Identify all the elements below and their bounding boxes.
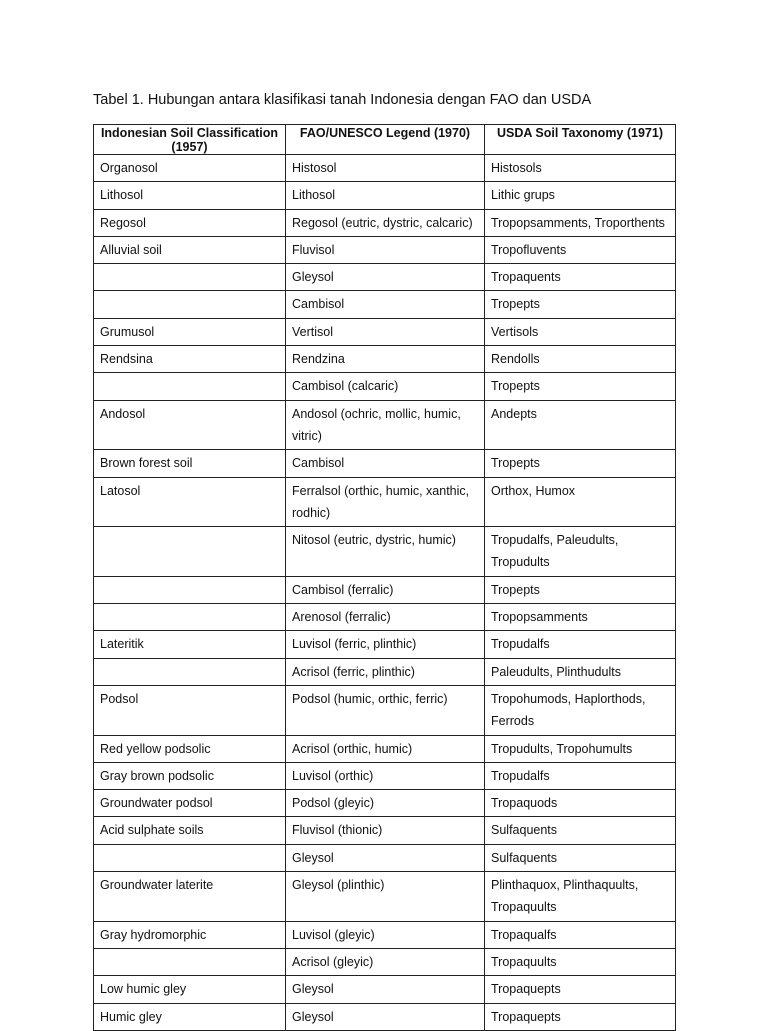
cell-usda: Tropudults, Tropohumults xyxy=(485,735,676,762)
cell-usda: Tropopsamments xyxy=(485,604,676,631)
cell-usda: Orthox, Humox xyxy=(485,477,676,527)
cell-indonesian: Rendsina xyxy=(94,346,286,373)
cell-fao: Luvisol (orthic) xyxy=(286,762,485,789)
cell-usda: Lithic grups xyxy=(485,182,676,209)
cell-usda: Tropepts xyxy=(485,576,676,603)
cell-indonesian xyxy=(94,264,286,291)
table-row xyxy=(94,658,676,685)
cell-usda: Tropaquepts xyxy=(485,1003,676,1030)
cell-indonesian: Humic gley xyxy=(94,1003,286,1030)
table-row xyxy=(94,921,676,948)
table-row xyxy=(94,477,676,527)
table-row xyxy=(94,685,676,735)
table-row xyxy=(94,844,676,871)
cell-indonesian xyxy=(94,604,286,631)
cell-indonesian: Red yellow podsolic xyxy=(94,735,286,762)
cell-usda: Tropopsamments, Troporthents xyxy=(485,209,676,236)
table-row xyxy=(94,762,676,789)
cell-indonesian: Lateritik xyxy=(94,631,286,658)
cell-fao: Luvisol (ferric, plinthic) xyxy=(286,631,485,658)
cell-fao: Vertisol xyxy=(286,318,485,345)
cell-indonesian: Groundwater laterite xyxy=(94,872,286,922)
cell-fao: Gleysol (plinthic) xyxy=(286,872,485,922)
table-row xyxy=(94,264,676,291)
cell-usda: Sulfaquents xyxy=(485,844,676,871)
cell-fao: Fluvisol (thionic) xyxy=(286,817,485,844)
cell-fao: Lithosol xyxy=(286,182,485,209)
cell-indonesian: Grumusol xyxy=(94,318,286,345)
cell-indonesian: Gray hydromorphic xyxy=(94,921,286,948)
cell-indonesian xyxy=(94,844,286,871)
cell-fao: Acrisol (ferric, plinthic) xyxy=(286,658,485,685)
table-row xyxy=(94,576,676,603)
cell-fao: Podsol (humic, orthic, ferric) xyxy=(286,685,485,735)
cell-usda: Tropaquults xyxy=(485,948,676,975)
cell-indonesian: Organosol xyxy=(94,155,286,182)
cell-fao: Acrisol (gleyic) xyxy=(286,948,485,975)
cell-usda: Tropepts xyxy=(485,450,676,477)
cell-fao: Histosol xyxy=(286,155,485,182)
table-row xyxy=(94,604,676,631)
cell-fao: Andosol (ochric, mollic, humic, vitric) xyxy=(286,400,485,450)
cell-fao: Cambisol (ferralic) xyxy=(286,576,485,603)
table-row xyxy=(94,631,676,658)
cell-fao: Ferralsol (orthic, humic, xanthic, rodhic) xyxy=(286,477,485,527)
table-row xyxy=(94,948,676,975)
table-row xyxy=(94,450,676,477)
table-caption: Tabel 1. Hubungan antara klasifikasi tanah Indonesia dengan FAO dan USDA xyxy=(93,92,592,108)
cell-indonesian xyxy=(94,576,286,603)
cell-fao: Gleysol xyxy=(286,844,485,871)
table-body xyxy=(94,155,676,1031)
cell-indonesian: Latosol xyxy=(94,477,286,527)
table-row xyxy=(94,155,676,182)
header-fao: FAO/UNESCO Legend (1970) xyxy=(286,125,485,155)
table-row xyxy=(94,182,676,209)
cell-usda: Tropohumods, Haplorthods, Ferrods xyxy=(485,685,676,735)
cell-usda: Tropudalfs xyxy=(485,631,676,658)
cell-indonesian: Acid sulphate soils xyxy=(94,817,286,844)
cell-usda: Histosols xyxy=(485,155,676,182)
cell-fao: Rendzina xyxy=(286,346,485,373)
cell-fao: Cambisol xyxy=(286,450,485,477)
cell-indonesian: Alluvial soil xyxy=(94,236,286,263)
cell-indonesian: Podsol xyxy=(94,685,286,735)
table-row xyxy=(94,817,676,844)
table-row xyxy=(94,735,676,762)
cell-usda: Tropaqualfs xyxy=(485,921,676,948)
cell-usda: Plinthaquox, Plinthaquults, Tropaquults xyxy=(485,872,676,922)
cell-indonesian: Andosol xyxy=(94,400,286,450)
cell-usda: Paleudults, Plinthudults xyxy=(485,658,676,685)
cell-indonesian: Brown forest soil xyxy=(94,450,286,477)
cell-usda: Tropofluvents xyxy=(485,236,676,263)
table-row xyxy=(94,872,676,922)
cell-fao: Arenosol (ferralic) xyxy=(286,604,485,631)
cell-fao: Acrisol (orthic, humic) xyxy=(286,735,485,762)
table-row xyxy=(94,291,676,318)
cell-indonesian: Regosol xyxy=(94,209,286,236)
cell-indonesian: Gray brown podsolic xyxy=(94,762,286,789)
cell-usda: Tropaquents xyxy=(485,264,676,291)
cell-indonesian: Low humic gley xyxy=(94,976,286,1003)
cell-fao: Gleysol xyxy=(286,1003,485,1030)
cell-indonesian xyxy=(94,948,286,975)
table-row xyxy=(94,209,676,236)
table-row xyxy=(94,236,676,263)
cell-fao: Nitosol (eutric, dystric, humic) xyxy=(286,527,485,577)
cell-usda: Rendolls xyxy=(485,346,676,373)
table-row xyxy=(94,976,676,1003)
table-row xyxy=(94,373,676,400)
cell-fao: Cambisol (calcaric) xyxy=(286,373,485,400)
cell-usda: Vertisols xyxy=(485,318,676,345)
header-indonesian: Indonesian Soil Classification (1957) xyxy=(94,125,286,155)
cell-fao: Gleysol xyxy=(286,264,485,291)
cell-fao: Fluvisol xyxy=(286,236,485,263)
table-row xyxy=(94,400,676,450)
cell-fao: Gleysol xyxy=(286,976,485,1003)
cell-usda: Tropaquepts xyxy=(485,976,676,1003)
cell-usda: Sulfaquents xyxy=(485,817,676,844)
cell-usda: Tropepts xyxy=(485,373,676,400)
cell-indonesian xyxy=(94,527,286,577)
table-row xyxy=(94,790,676,817)
cell-usda: Tropepts xyxy=(485,291,676,318)
header-usda: USDA Soil Taxonomy (1971) xyxy=(485,125,676,155)
table-row xyxy=(94,1003,676,1030)
table-row xyxy=(94,527,676,577)
cell-usda: Tropudalfs, Paleudults, Tropudults xyxy=(485,527,676,577)
cell-usda: Andepts xyxy=(485,400,676,450)
cell-fao: Podsol (gleyic) xyxy=(286,790,485,817)
table-header xyxy=(94,125,676,155)
cell-fao: Cambisol xyxy=(286,291,485,318)
cell-indonesian xyxy=(94,658,286,685)
cell-usda: Tropaquods xyxy=(485,790,676,817)
cell-fao: Luvisol (gleyic) xyxy=(286,921,485,948)
cell-usda: Tropudalfs xyxy=(485,762,676,789)
cell-indonesian xyxy=(94,291,286,318)
table-row xyxy=(94,318,676,345)
cell-fao: Regosol (eutric, dystric, calcaric) xyxy=(286,209,485,236)
table-row xyxy=(94,346,676,373)
cell-indonesian xyxy=(94,373,286,400)
header-row xyxy=(94,125,676,155)
cell-indonesian: Groundwater podsol xyxy=(94,790,286,817)
cell-indonesian: Lithosol xyxy=(94,182,286,209)
soil-classification-table xyxy=(93,124,676,1031)
